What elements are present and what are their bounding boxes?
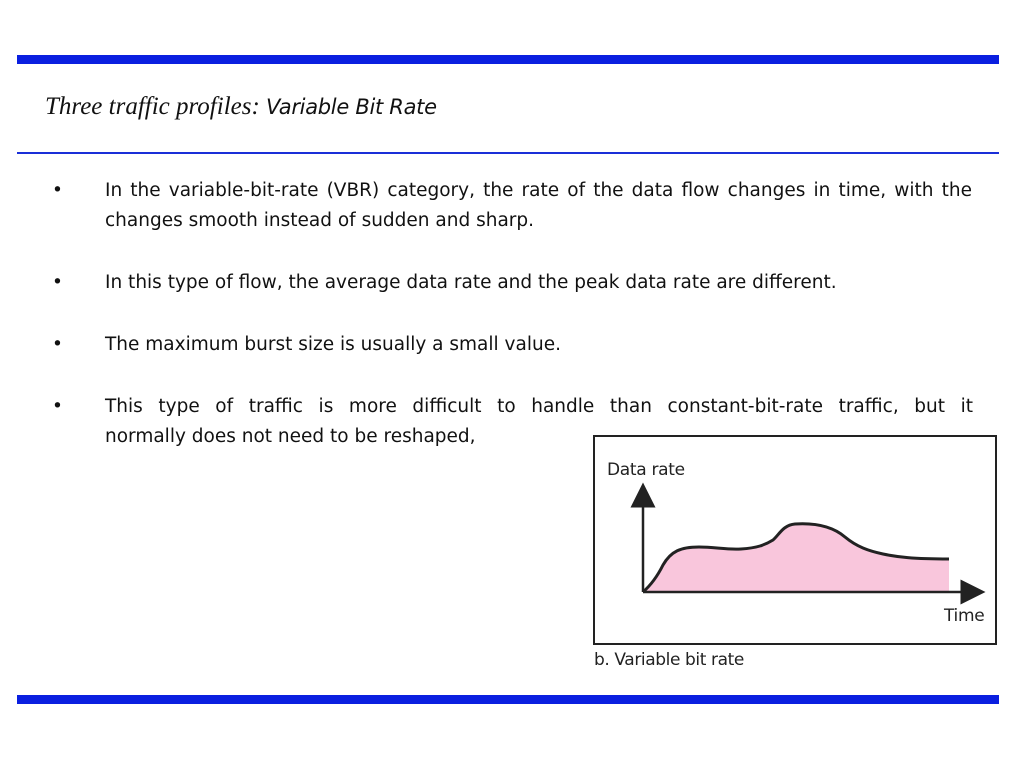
bullet-item [52,268,972,298]
bullet-text-line: This type of traffic is more difficult to handle than constant-bit-rate traffic, but it [105,396,973,417]
bullet-marker: • [52,396,63,417]
bottom-accent-bar [17,695,999,704]
bullet-marker: • [52,272,63,293]
bullet-text-line: normally does not need to be reshaped, [105,426,476,447]
figure-caption: b. Variable bit rate [594,650,744,670]
bullet-list [52,176,972,452]
x-axis-label: Time [944,606,985,626]
bullet-item [52,330,972,360]
bullet-item [52,176,972,236]
bullet-marker: • [52,334,63,355]
bullet-marker: • [52,180,63,201]
top-accent-bar [17,55,999,64]
bullet-text: The maximum burst size is usually a small value. [105,334,561,355]
title-suffix: Variable Bit Rate [266,95,437,119]
vbr-figure [593,435,997,645]
title-prefix: Three traffic profiles: [45,93,260,120]
title-divider [17,152,999,154]
vbr-diagram [595,437,995,643]
y-axis-label: Data rate [607,460,685,480]
slide-title [45,93,437,121]
bullet-text: In the variable-bit-rate (VBR) category, the rate of the data flow changes in time, with the changes smooth instead of sudden and sharp. [105,180,972,231]
bullet-text: In this type of flow, the average data rate and the peak data rate are different. [105,272,837,293]
